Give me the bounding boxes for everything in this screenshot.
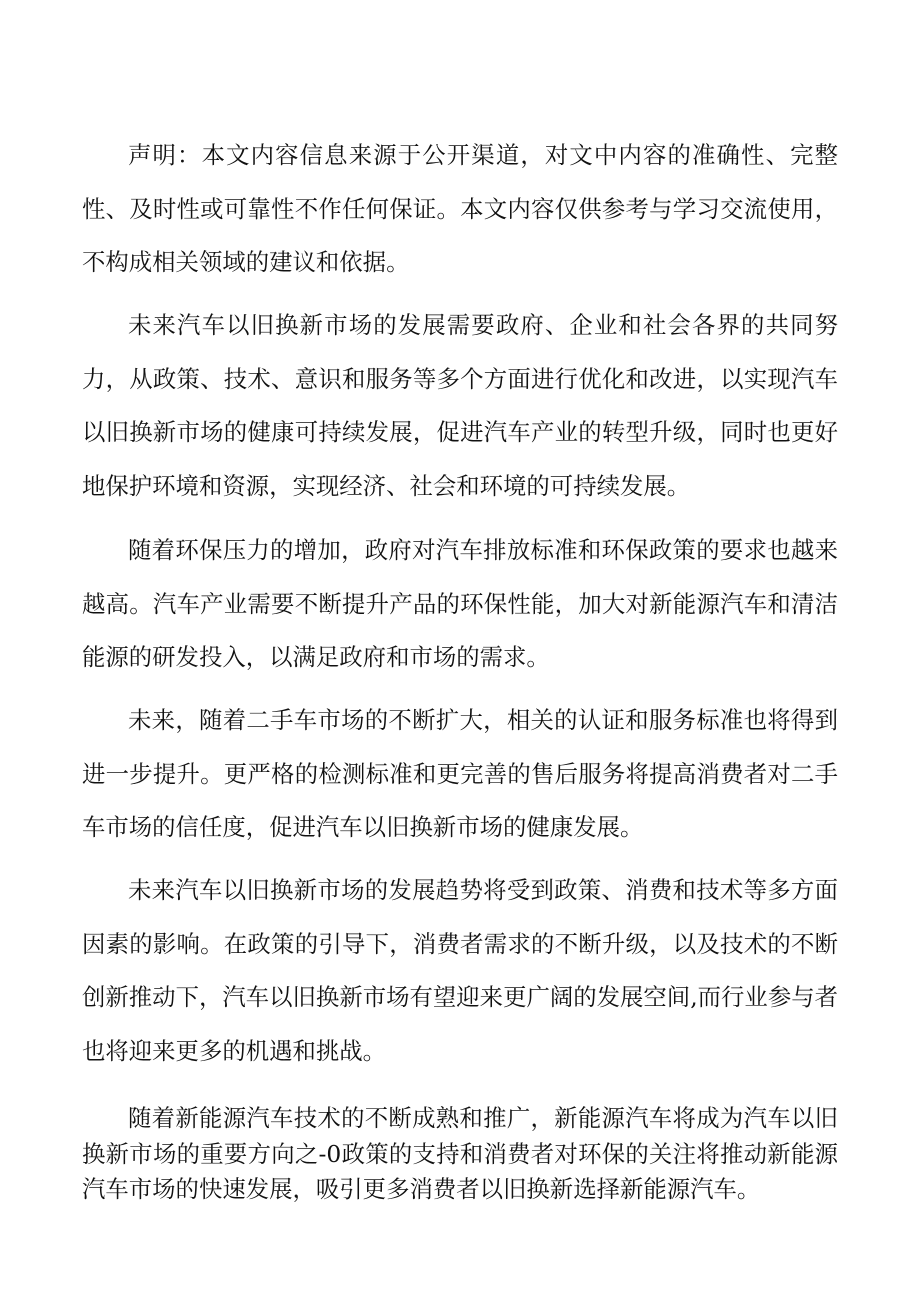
used-car-market-paragraph: 未来，随着二手车市场的不断扩大，相关的认证和服务标准也将得到进一步提升。更严格的检测标准和更完善的售后服务将提高消费者对二手车市场的信任度，促进汽车以旧换新市场的健康发展。 [82, 706, 838, 842]
disclaimer-paragraph: 声明：本文内容信息来源于公开渠道，对文中内容的准确性、完整性、及时性或可靠性不作任何保证。本文内容仅供参考与学习交流使用，不构成相关领域的建议和依据。 [82, 141, 838, 277]
development-trend-paragraph: 未来汽车以旧换新市场的发展趋势将受到政策、消费和技术等多方面因素的影响。在政策的引导下，消费者需求的不断升级，以及技术的不断创新推动下，汽车以旧换新市场有望迎来更广阔的发展空间,而行业参与者也将迎来更多的机遇和挑战。 [82, 876, 838, 1065]
new-energy-vehicles-paragraph: 随着新能源汽车技术的不断成熟和推广，新能源汽车将成为汽车以旧换新市场的重要方向之-0政策的支持和消费者对环保的关注将推动新能源汽车市场的快速发展，吸引更多消费者以旧换新选择新能源汽车。 [82, 1104, 838, 1203]
future-cooperation-paragraph: 未来汽车以旧换新市场的发展需要政府、企业和社会各界的共同努力，从政策、技术、意识和服务等多个方面进行优化和改进，以实现汽车以旧换新市场的健康可持续发展，促进汽车产业的转型升级，同时也更好地保护环境和资源，实现经济、社会和环境的可持续发展。 [82, 311, 838, 500]
environmental-pressure-paragraph: 随着环保压力的增加，政府对汽车排放标准和环保政策的要求也越来越高。汽车产业需要不断提升产品的环保性能，加大对新能源汽车和清洁能源的研发投入，以满足政府和市场的需求。 [82, 536, 838, 672]
